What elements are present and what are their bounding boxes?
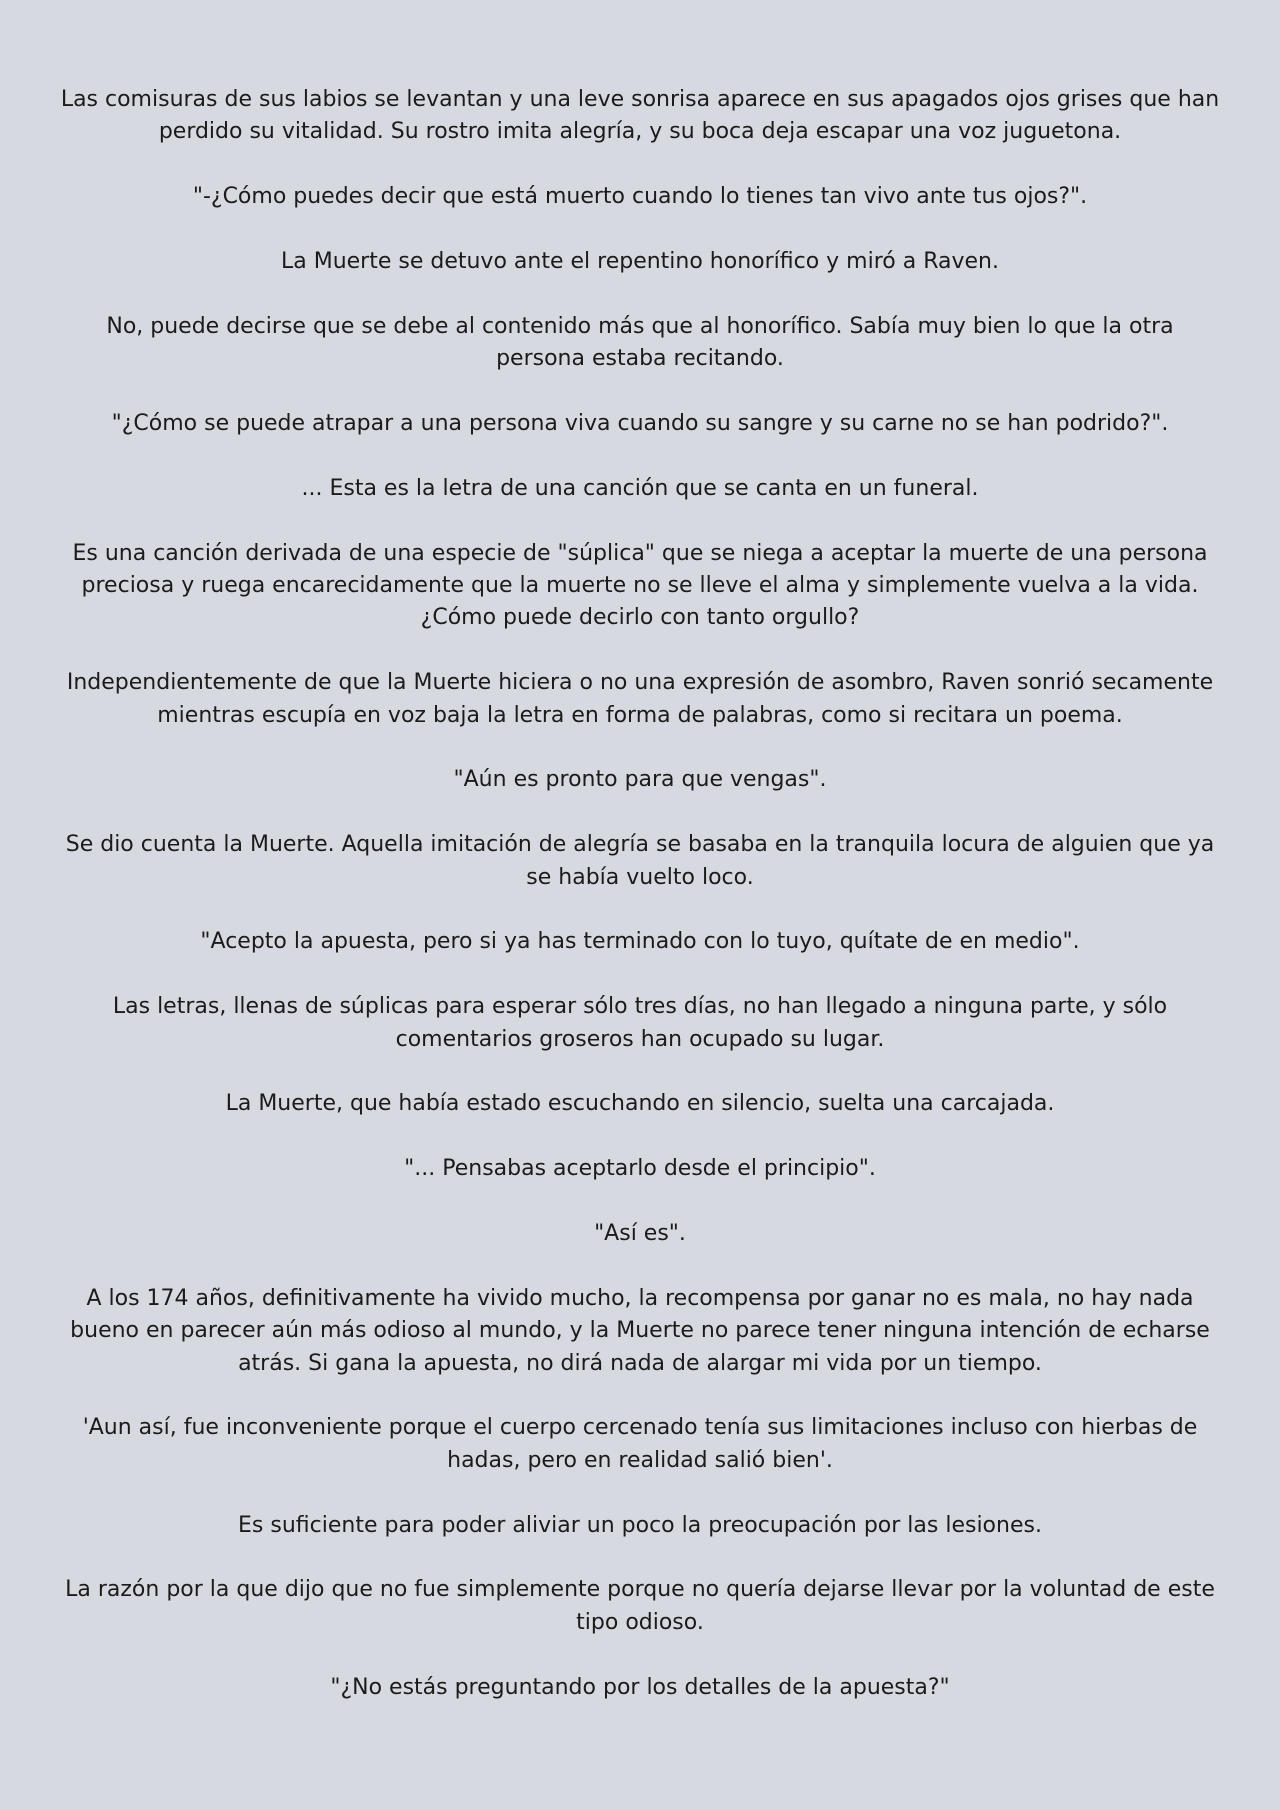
paragraph: Se dio cuenta la Muerte. Aquella imitación de alegría se basaba en la tranquila locura de alguien que ya se había vuelto loco.: [65, 832, 1215, 890]
paragraph: "¿Cómo se puede atrapar a una persona viva cuando su sangre y su carne no se han podrido?".: [111, 411, 1169, 436]
paragraph: "Así es".: [594, 1221, 686, 1246]
paragraph: No, puede decirse que se debe al contenido más que al honorífico. Sabía muy bien lo que la otra persona estaba recitando.: [106, 313, 1174, 372]
paragraph: "-¿Cómo puedes decir que está muerto cuando lo tienes tan vivo ante tus ojos?".: [192, 184, 1088, 210]
paragraph: Las comisuras de sus labios se levantan y una leve sonrisa aparece en sus apagados ojos grises que han perdido su vitalidad. Su rostro imita alegría, y su boca deja escapar una voz juguetona.: [60, 87, 1220, 145]
paragraph: Es una canción derivada de una especie de "súplica" que se niega a aceptar la muerte de una persona preciosa y ruega encarecidamente que la muerte no se lleve el alma y simplemente vuelva a la vida. ¿Cómo puede decirlo con tanto orgullo?: [72, 540, 1208, 631]
paragraph: "Aún es pronto para que vengas".: [453, 767, 827, 793]
paragraph: La Muerte se detuvo ante el repentino honorífico y miró a Raven.: [280, 249, 999, 274]
paragraph: La razón por la que dijo que no fue simplemente porque no quería dejarse llevar por la voluntad de este tipo odioso.: [65, 1577, 1215, 1635]
paragraph: La Muerte, que había estado escuchando en silencio, suelta una carcajada.: [225, 1091, 1055, 1117]
paragraph: Es suficiente para poder aliviar un poco la preocupación por las lesiones.: [238, 1512, 1042, 1538]
paragraph: Las letras, llenas de súplicas para esperar sólo tres días, no han llegado a ninguna parte, y sólo comentarios groseros han ocupado su lugar.: [112, 994, 1168, 1052]
document-body: [60, 84, 1220, 1736]
paragraph: A los 174 años, definitivamente ha vivido mucho, la recompensa por ganar no es mala, no hay nada bueno en parecer aún más odioso al mundo, y la Muerte no parece tener ninguna intención de echarse atrás. Si gana la apuesta, no dirá nada de alargar mi vida por un tiempo.: [70, 1285, 1210, 1376]
paragraph: 'Aun así, fue inconveniente porque el cuerpo cercenado tenía sus limitaciones incluso con hierbas de hadas, pero en realidad salió bien'.: [82, 1415, 1198, 1473]
paragraph: "Acepto la apuesta, pero si ya has terminado con lo tuyo, quítate de en medio".: [200, 929, 1080, 955]
paragraph: ... Esta es la letra de una canción que se canta en un funeral.: [301, 475, 979, 501]
paragraph: "¿No estás preguntando por los detalles de la apuesta?": [330, 1674, 950, 1700]
paragraph: Independientemente de que la Muerte hiciera o no una expresión de asombro, Raven sonrió secamente mientras escupía en voz baja la letra en forma de palabras, como si recitara un poema.: [66, 670, 1214, 728]
paragraph: "... Pensabas aceptarlo desde el principio".: [404, 1156, 876, 1182]
